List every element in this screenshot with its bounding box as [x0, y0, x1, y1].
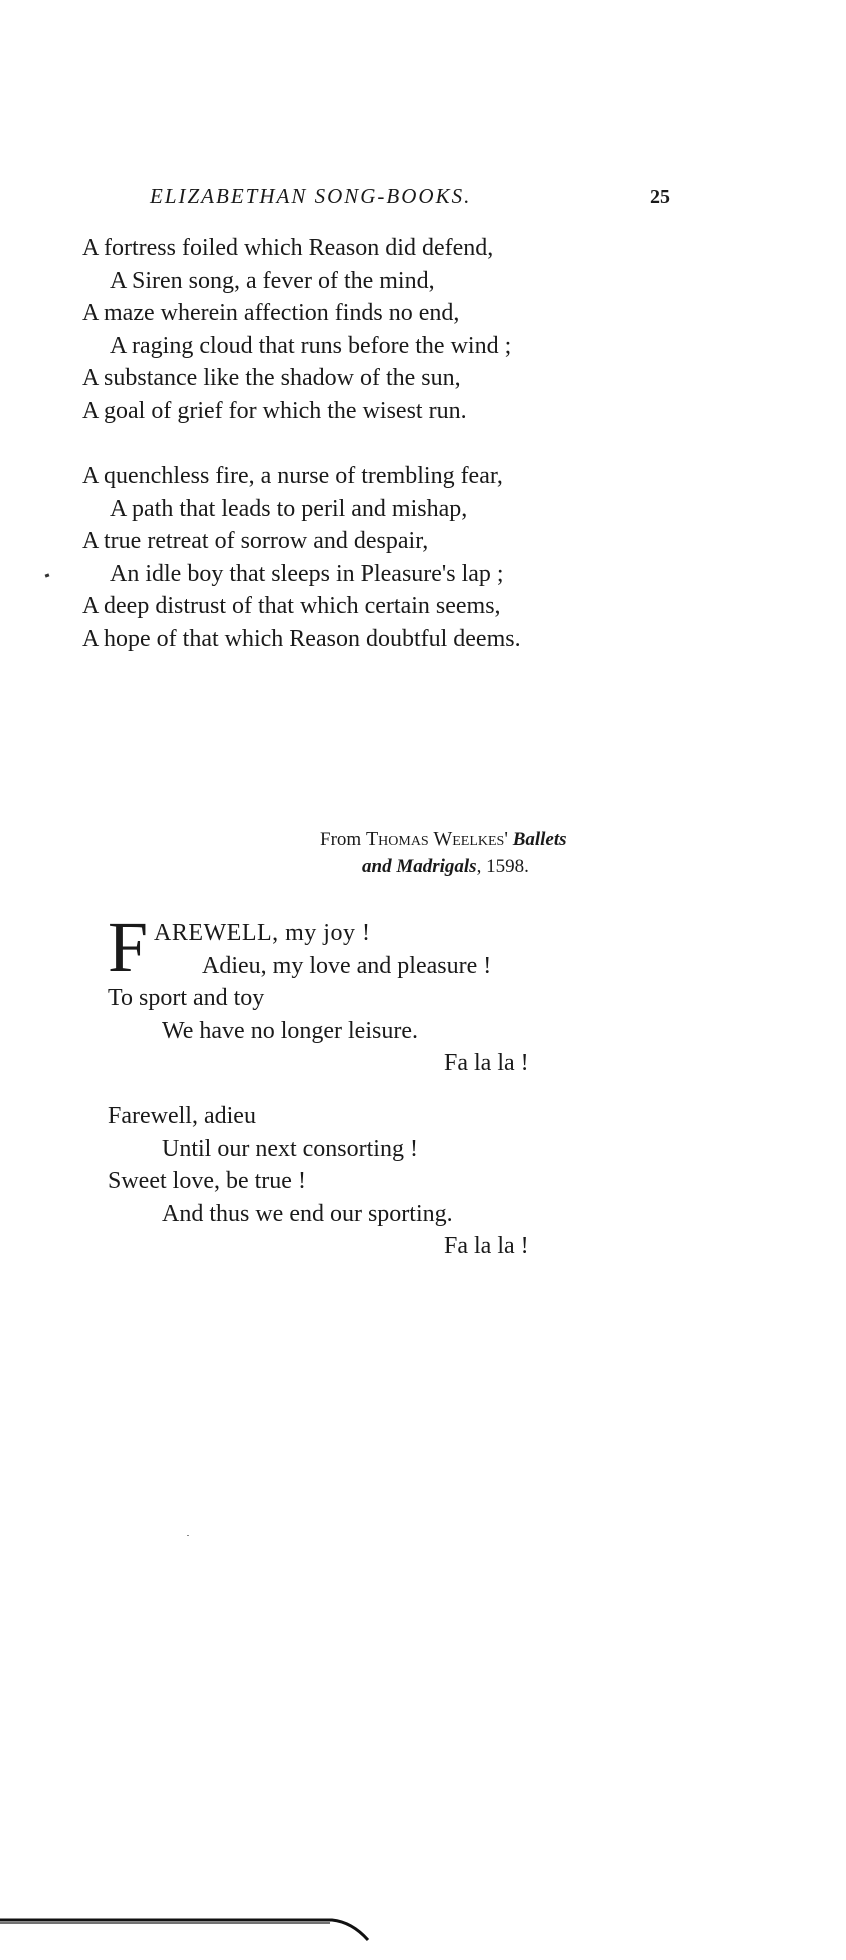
song-refrain: Fa la la !: [444, 1050, 529, 1076]
song-line: Sweet love, be true !: [108, 1168, 306, 1194]
drop-cap: F: [108, 907, 149, 987]
poem-line: A Siren song, a fever of the mind,: [110, 267, 435, 294]
source-work-part-1: Ballets: [512, 829, 567, 850]
poem-line: A hope of that which Reason doubtful deems.: [82, 625, 521, 652]
source-author: Thomas Weelkes': [365, 828, 508, 850]
source-prefix: From: [320, 829, 366, 850]
running-title: ELIZABETHAN SONG-BOOKS.: [150, 184, 472, 208]
ink-speck: [45, 573, 50, 577]
poem-line: An idle boy that sleeps in Pleasure's lap ;: [110, 560, 504, 587]
poem-line: A deep distrust of that which certain seems,: [82, 593, 501, 619]
paper-speck: [187, 1535, 189, 1536]
song-line: Until our next consorting !: [162, 1135, 418, 1162]
song-line: And thus we end our sporting.: [162, 1200, 453, 1227]
page-number: 25: [650, 186, 670, 208]
song-line: Adieu, my love and pleasure !: [202, 952, 492, 979]
poem-stanza-2: [82, 460, 722, 655]
source-year: , 1598.: [476, 856, 529, 877]
song-line: We have no longer leisure.: [162, 1017, 418, 1044]
source-attribution: [320, 826, 720, 880]
poem-line: A quenchless fire, a nurse of trembling fear,: [82, 463, 503, 489]
song-stanza-1: [108, 907, 668, 1080]
poem-line: A maze wherein affection finds no end,: [82, 300, 460, 326]
poem-line: A raging cloud that runs before the wind ;: [110, 332, 512, 359]
scan-edge-artifact: [0, 1914, 372, 1960]
poem-line: A true retreat of sorrow and despair,: [82, 528, 429, 554]
song-refrain: Fa la la !: [444, 1233, 529, 1259]
poem-line: A goal of grief for which the wisest run.: [82, 397, 467, 424]
poem-stanza-1: [82, 232, 722, 427]
running-head: [150, 184, 670, 214]
poem-line: A substance like the shadow of the sun,: [82, 365, 461, 391]
song-line: AREWELL, my joy !: [154, 920, 371, 946]
poem-line: A path that leads to peril and mishap,: [110, 495, 468, 522]
poem-line: A fortress foiled which Reason did defend,: [82, 235, 494, 261]
source-work-part-2: and Madrigals: [362, 856, 477, 877]
song-line: Farewell, adieu: [108, 1103, 256, 1129]
song-line: To sport and toy: [108, 985, 265, 1011]
song-stanza-2: [108, 1100, 668, 1263]
